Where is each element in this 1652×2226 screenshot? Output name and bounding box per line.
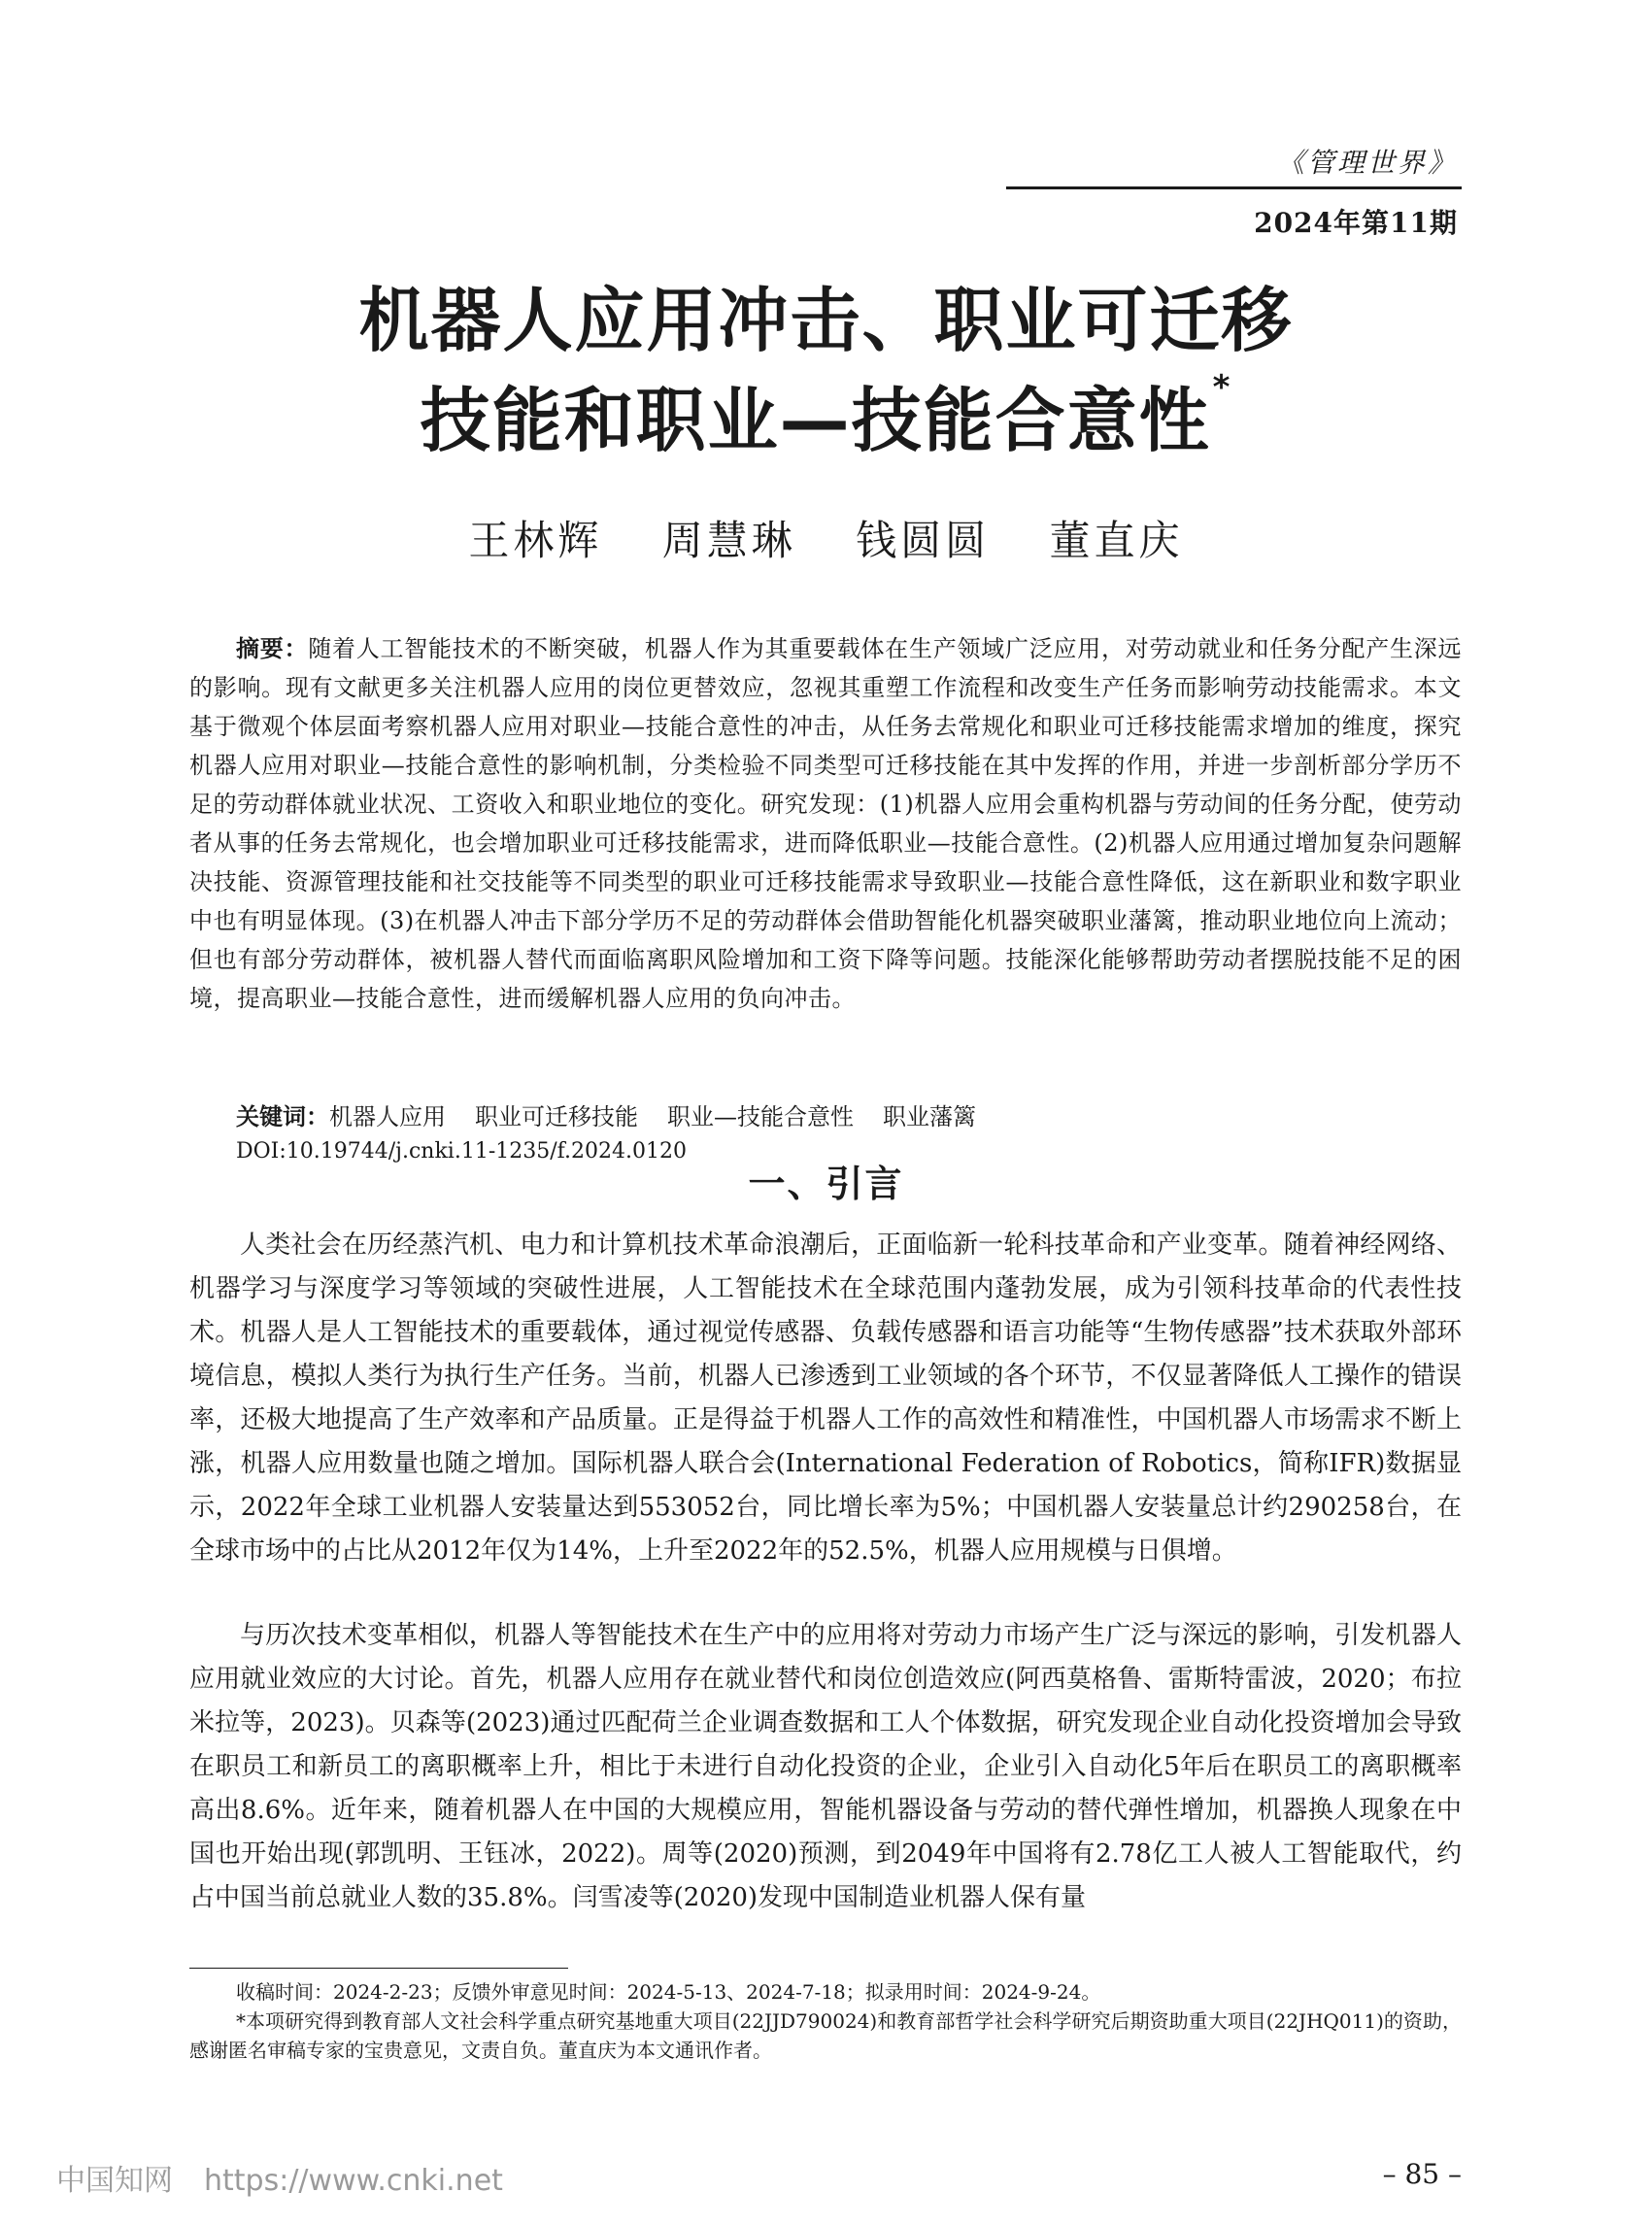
- keyword: 职业藩篱: [883, 1103, 976, 1130]
- footnote-received: 收稿时间：2024-2-23；反馈外审意见时间：2024-5-13、2024-7-18；拟录用时间：2024-9-24。: [236, 1980, 1101, 2004]
- keyword: 职业—技能合意性: [667, 1103, 854, 1130]
- section-heading: 一、引言: [748, 1163, 904, 1205]
- keywords: [236, 1097, 1005, 1136]
- journal-name: 《管理世界》: [1276, 147, 1458, 179]
- header-rule: [1006, 186, 1462, 189]
- page-number: – 85 –: [1382, 2158, 1462, 2190]
- paper-title-line-1: 机器人应用冲击、职业可迁移: [358, 280, 1294, 361]
- footnotes: [189, 1977, 1462, 2065]
- paper-title-line-2-text: 技能和职业—技能合意性: [420, 380, 1211, 461]
- author-name: 周慧琳: [661, 517, 796, 564]
- body-paragraph: [189, 1224, 1462, 1573]
- paragraph-text: 与历次技术变革相似，机器人等智能技术在生产中的应用将对劳动力市场产生广泛与深远的影响，引发机器人应用就业效应的大讨论。首先，机器人应用存在就业替代和岗位创造效应(阿西莫格鲁、雷斯特雷波，2020；布拉米拉等，2023)。贝森等(2023)通过匹配荷兰企业调查数据和工人个体数据，研究发现企业自动化投资增加会导致在职员工和新员工的离职概率上升，相比于未进行自动化投资的企业，企业引入自动化5年后在职员工的离职概率高出8.6%。近年来，随着机器人在中国的大规模应用，智能机器设备与劳动的替代弹性增加，机器换人现象在中国也开始出现(郭凯明、王钰冰，2022)。周等(2020)预测，到2049年中国将有2.78亿工人被人工智能取代，约占中国当前总就业人数的35.8%。闫雪凌等(2020)发现中国制造业机器人保有量: [189, 1621, 1462, 1912]
- watermark-brand: 中国知网: [56, 2164, 173, 2198]
- doi: DOI:10.19744/j.cnki.11-1235/f.2024.0120: [236, 1139, 687, 1164]
- watermark-url[interactable]: https://www.cnki.net: [204, 2164, 503, 2198]
- keyword: 职业可迁移技能: [475, 1103, 638, 1130]
- abstract: [189, 629, 1462, 1018]
- footnote-funding: *本项研究得到教育部人文社会科学重点研究基地重大项目(22JJD790024)和教育部哲学社会科学研究后期资助重大项目(22JHQ011)的资助，感谢匿名审稿专家的宝贵意见，文责自负。董直庆为本文通讯作者。: [189, 2009, 1462, 2062]
- cnki-watermark: [56, 2156, 503, 2199]
- abstract-label: 摘要：: [236, 635, 309, 662]
- keywords-label: 关键词：: [236, 1103, 329, 1130]
- issue-number: 2024年第11期: [1254, 207, 1458, 239]
- paper-title-line-2: [0, 364, 1652, 465]
- author-name: 董直庆: [1049, 517, 1184, 564]
- footnote-rule: [189, 1968, 568, 1969]
- body-paragraph: [189, 1614, 1462, 1920]
- author-list: [0, 509, 1652, 567]
- title-footnote-mark: *: [1212, 368, 1232, 407]
- author-name: 王林辉: [468, 517, 603, 564]
- author-name: 钱圆圆: [856, 517, 991, 564]
- abstract-text: 随着人工智能技术的不断突破，机器人作为其重要载体在生产领域广泛应用，对劳动就业和任务分配产生深远的影响。现有文献更多关注机器人应用的岗位更替效应，忽视其重塑工作流程和改变生产任务而影响劳动技能需求。本文基于微观个体层面考察机器人应用对职业—技能合意性的冲击，从任务去常规化和职业可迁移技能需求增加的维度，探究机器人应用对职业—技能合意性的影响机制，分类检验不同类型可迁移技能在其中发挥的作用，并进一步剖析部分学历不足的劳动群体就业状况、工资收入和职业地位的变化。研究发现：(1)机器人应用会重构机器与劳动间的任务分配，使劳动者从事的任务去常规化，也会增加职业可迁移技能需求，进而降低职业—技能合意性。(2)机器人应用通过增加复杂问题解决技能、资源管理技能和社交技能等不同类型的职业可迁移技能需求导致职业—技能合意性降低，这在新职业和数字职业中也有明显体现。(3)在机器人冲击下部分学历不足的劳动群体会借助智能化机器突破职业藩篱，推动职业地位向上流动；但也有部分劳动群体，被机器人替代而面临离职风险增加和工资下降等问题。技能深化能够帮助劳动者摆脱技能不足的困境，提高职业—技能合意性，进而缓解机器人应用的负向冲击。: [189, 635, 1462, 1012]
- paragraph-text: 人类社会在历经蒸汽机、电力和计算机技术革命浪潮后，正面临新一轮科技革命和产业变革。随着神经网络、机器学习与深度学习等领域的突破性进展，人工智能技术在全球范围内蓬勃发展，成为引领科技革命的代表性技术。机器人是人工智能技术的重要载体，通过视觉传感器、负载传感器和语言功能等“生物传感器”技术获取外部环境信息，模拟人类行为执行生产任务。当前，机器人已渗透到工业领域的各个环节，不仅显著降低人工操作的错误率，还极大地提高了生产效率和产品质量。正是得益于机器人工作的高效性和精准性，中国机器人市场需求不断上涨，机器人应用数量也随之增加。国际机器人联合会(International Federation of Robotics，简称IFR)数据显示，2022年全球工业机器人安装量达到553052台，同比增长率为5%；中国机器人安装量总计约290258台，在全球市场中的占比从2012年仅为14%，上升至2022年的52.5%，机器人应用规模与日俱增。: [189, 1231, 1462, 1566]
- keyword: 机器人应用: [329, 1103, 446, 1130]
